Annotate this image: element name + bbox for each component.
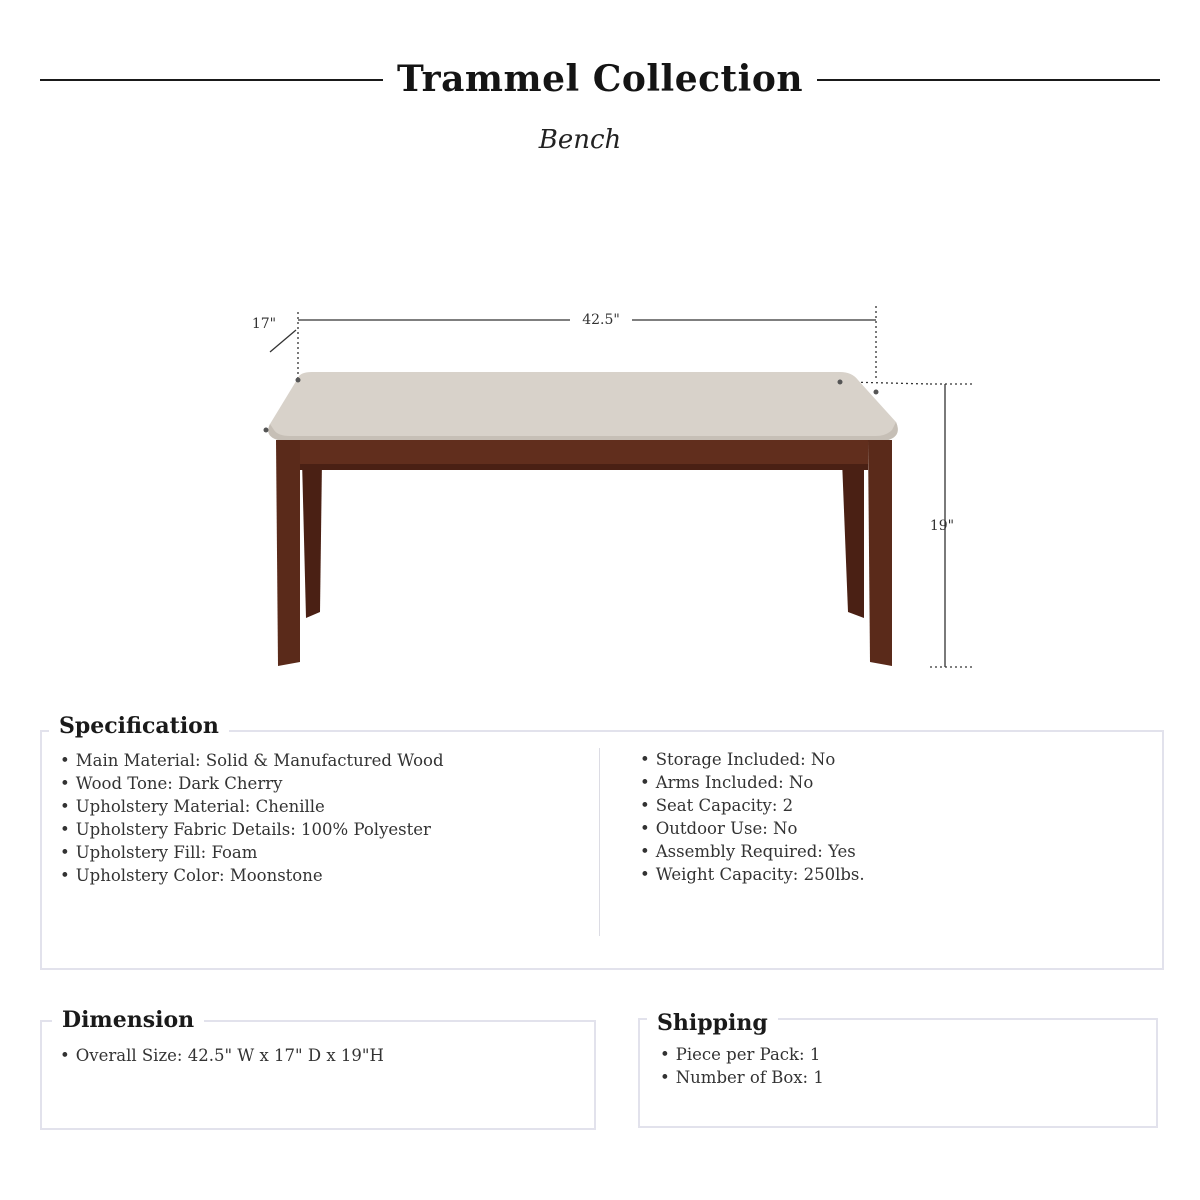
list-item: • Upholstery Color: Moonstone bbox=[60, 864, 444, 887]
list-item: • Storage Included: No bbox=[640, 748, 865, 771]
specification-list-right bbox=[640, 748, 865, 886]
shipping-list bbox=[660, 1043, 824, 1089]
list-item: • Upholstery Material: Chenille bbox=[60, 795, 444, 818]
list-item: • Upholstery Fabric Details: 100% Polyester bbox=[60, 818, 444, 841]
specification-divider bbox=[599, 748, 600, 936]
specification-title: Specification bbox=[49, 713, 229, 739]
depth-dimension-label: 17" bbox=[251, 316, 277, 332]
bench-illustration bbox=[240, 290, 1000, 690]
list-item: • Overall Size: 42.5" W x 17" D x 19"H bbox=[60, 1044, 384, 1067]
page-title-text: Trammel Collection bbox=[383, 58, 817, 100]
list-item: • Piece per Pack: 1 bbox=[660, 1043, 824, 1066]
width-dimension-label: 42.5" bbox=[582, 312, 620, 328]
list-item: • Weight Capacity: 250lbs. bbox=[640, 863, 865, 886]
list-item: • Outdoor Use: No bbox=[640, 817, 865, 840]
bench-cushion bbox=[264, 372, 898, 440]
list-item: • Seat Capacity: 2 bbox=[640, 794, 865, 817]
page-title bbox=[0, 58, 1200, 100]
dimension-list bbox=[60, 1044, 384, 1067]
dimension-panel bbox=[40, 1020, 596, 1130]
list-item: • Number of Box: 1 bbox=[660, 1066, 824, 1089]
page-subtitle: Bench bbox=[538, 125, 622, 155]
list-item: • Main Material: Solid & Manufactured Wood bbox=[60, 749, 444, 772]
list-item: • Assembly Required: Yes bbox=[640, 840, 865, 863]
height-dimension-label: 19" bbox=[929, 518, 955, 534]
list-item: • Upholstery Fill: Foam bbox=[60, 841, 444, 864]
shipping-title: Shipping bbox=[647, 1010, 778, 1036]
list-item: • Wood Tone: Dark Cherry bbox=[60, 772, 444, 795]
specification-list-left bbox=[60, 749, 444, 887]
dimension-title: Dimension bbox=[52, 1007, 204, 1033]
list-item: • Arms Included: No bbox=[640, 771, 865, 794]
depth-dimension-line bbox=[270, 330, 296, 352]
bench-frame bbox=[276, 440, 892, 666]
